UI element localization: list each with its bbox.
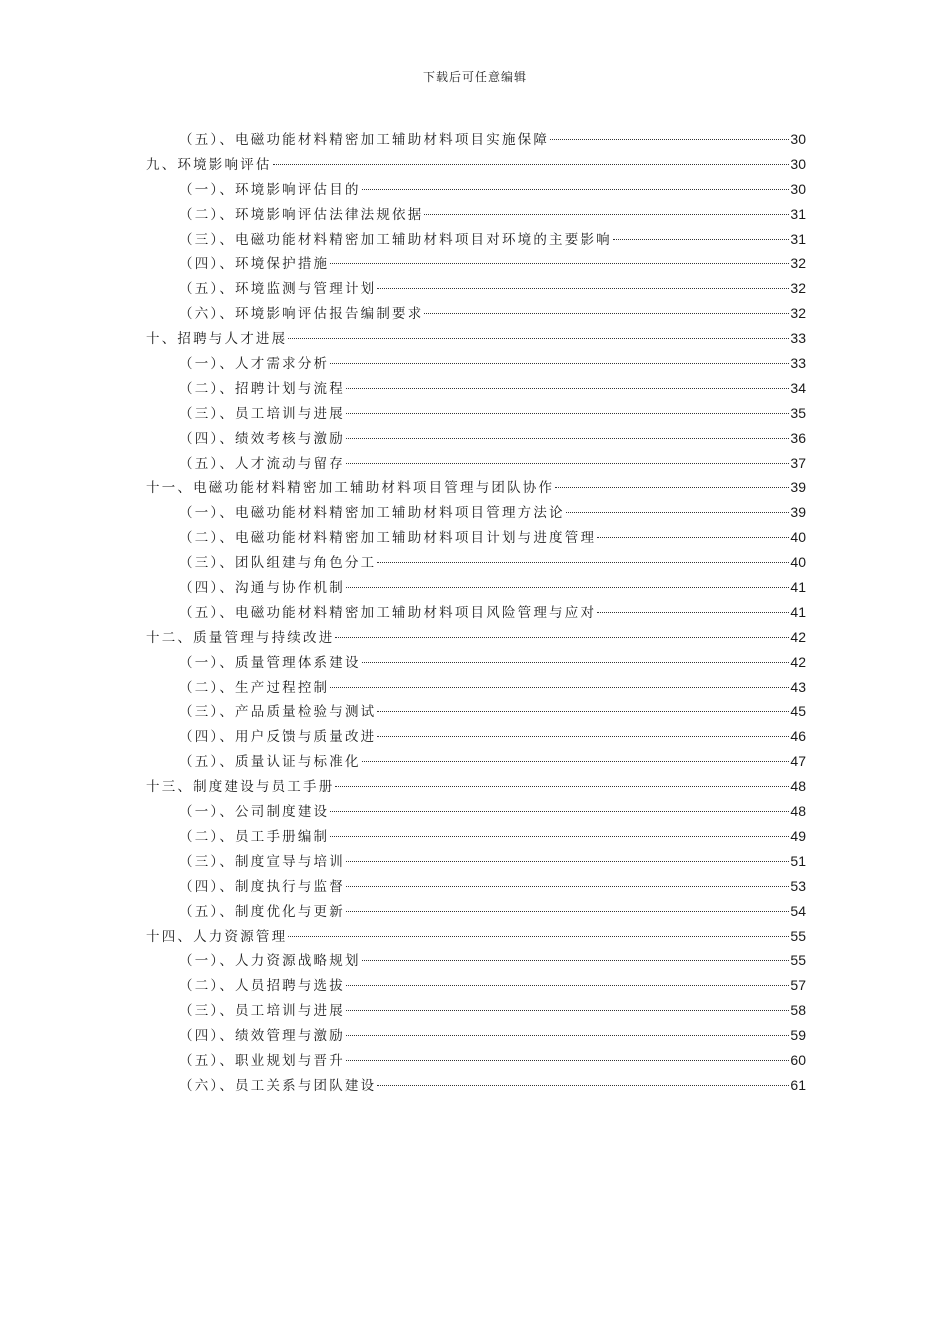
dot-leader xyxy=(335,786,789,787)
toc-entry[interactable] xyxy=(146,699,806,724)
toc-entry[interactable] xyxy=(146,924,806,949)
dot-leader xyxy=(273,164,790,165)
toc-entry-title: （一）、人才需求分析 xyxy=(179,356,330,373)
toc-entry-page-number: 48 xyxy=(790,778,806,795)
toc-entry[interactable] xyxy=(146,177,806,202)
table-of-contents xyxy=(146,127,806,1098)
toc-entry-page-number: 42 xyxy=(790,653,806,670)
toc-entry-title: （二）、生产过程控制 xyxy=(179,679,330,696)
toc-entry[interactable] xyxy=(146,600,806,625)
dot-leader xyxy=(335,637,789,638)
toc-entry[interactable] xyxy=(146,202,806,227)
toc-entry-page-number: 30 xyxy=(790,155,806,172)
toc-entry-page-number: 40 xyxy=(790,529,806,546)
toc-entry[interactable] xyxy=(146,251,806,276)
toc-entry-page-number: 48 xyxy=(790,803,806,820)
toc-entry-page-number: 32 xyxy=(790,280,806,297)
dot-leader xyxy=(346,1060,789,1061)
toc-entry[interactable] xyxy=(146,849,806,874)
dot-leader xyxy=(362,189,790,190)
toc-entry[interactable] xyxy=(146,276,806,301)
toc-entry[interactable] xyxy=(146,550,806,575)
toc-entry-title: （一）、质量管理体系建设 xyxy=(179,654,361,671)
toc-entry-title: （六）、员工关系与团队建设 xyxy=(179,1077,377,1094)
toc-entry-title: （五）、质量认证与标准化 xyxy=(179,754,361,771)
toc-entry-page-number: 55 xyxy=(790,952,806,969)
toc-entry[interactable] xyxy=(146,675,806,700)
toc-entry-title: 九、环境影响评估 xyxy=(146,156,272,173)
toc-entry[interactable] xyxy=(146,127,806,152)
dot-leader xyxy=(566,512,790,513)
toc-entry-page-number: 43 xyxy=(790,678,806,695)
toc-entry-page-number: 34 xyxy=(790,379,806,396)
toc-entry-page-number: 45 xyxy=(790,703,806,720)
toc-entry-page-number: 58 xyxy=(790,1002,806,1019)
toc-entry[interactable] xyxy=(146,799,806,824)
toc-entry-title: （二）、人员招聘与选拔 xyxy=(179,978,345,995)
toc-entry-title: 十三、制度建设与员工手册 xyxy=(146,779,335,796)
toc-entry-page-number: 39 xyxy=(790,504,806,521)
toc-entry-title: （二）、员工手册编制 xyxy=(179,828,330,845)
toc-entry-page-number: 33 xyxy=(790,330,806,347)
toc-entry-page-number: 37 xyxy=(790,454,806,471)
toc-entry[interactable] xyxy=(146,376,806,401)
toc-entry-title: （二）、电磁功能材料精密加工辅助材料项目计划与进度管理 xyxy=(179,530,597,547)
toc-entry[interactable] xyxy=(146,824,806,849)
toc-entry[interactable] xyxy=(146,326,806,351)
toc-entry-title: （一）、环境影响评估目的 xyxy=(179,181,361,198)
toc-entry[interactable] xyxy=(146,227,806,252)
dot-leader xyxy=(597,537,789,538)
toc-entry-page-number: 33 xyxy=(790,355,806,372)
dot-leader xyxy=(330,363,789,364)
toc-entry-page-number: 35 xyxy=(790,404,806,421)
toc-entry[interactable] xyxy=(146,475,806,500)
toc-entry[interactable] xyxy=(146,724,806,749)
dot-leader xyxy=(362,761,790,762)
toc-entry-page-number: 55 xyxy=(790,927,806,944)
dot-leader xyxy=(330,836,789,837)
dot-leader xyxy=(555,487,789,488)
toc-entry-page-number: 32 xyxy=(790,305,806,322)
toc-entry-page-number: 54 xyxy=(790,902,806,919)
toc-entry[interactable] xyxy=(146,749,806,774)
dot-leader xyxy=(346,911,789,912)
dot-leader xyxy=(346,886,789,887)
toc-entry[interactable] xyxy=(146,998,806,1023)
toc-entry-title: （一）、电磁功能材料精密加工辅助材料项目管理方法论 xyxy=(179,505,565,522)
toc-entry-page-number: 31 xyxy=(790,230,806,247)
toc-entry-page-number: 32 xyxy=(790,255,806,272)
dot-leader xyxy=(346,438,789,439)
toc-entry-page-number: 53 xyxy=(790,877,806,894)
toc-entry-page-number: 59 xyxy=(790,1027,806,1044)
toc-entry-title: （三）、员工培训与进展 xyxy=(179,1003,345,1020)
dot-leader xyxy=(346,861,789,862)
dot-leader xyxy=(597,612,789,613)
toc-entry-title: （四）、用户反馈与质量改进 xyxy=(179,729,377,746)
dot-leader xyxy=(346,1035,789,1036)
toc-entry-page-number: 47 xyxy=(790,753,806,770)
toc-entry-title: （五）、人才流动与留存 xyxy=(179,455,345,472)
toc-entry[interactable] xyxy=(146,1023,806,1048)
toc-entry-title: （三）、制度宣导与培训 xyxy=(179,853,345,870)
toc-entry-page-number: 41 xyxy=(790,579,806,596)
dot-leader xyxy=(377,562,789,563)
toc-entry[interactable] xyxy=(146,874,806,899)
toc-entry-page-number: 60 xyxy=(790,1051,806,1068)
dot-leader xyxy=(346,587,789,588)
dot-leader xyxy=(346,413,789,414)
toc-entry-title: （二）、招聘计划与流程 xyxy=(179,380,345,397)
toc-entry-page-number: 40 xyxy=(790,554,806,571)
toc-entry[interactable] xyxy=(146,426,806,451)
toc-entry[interactable] xyxy=(146,625,806,650)
toc-entry[interactable] xyxy=(146,948,806,973)
toc-entry[interactable] xyxy=(146,973,806,998)
toc-entry-title: （三）、团队组建与角色分工 xyxy=(179,555,377,572)
toc-entry-title: （三）、员工培训与进展 xyxy=(179,405,345,422)
dot-leader xyxy=(362,662,790,663)
dot-leader xyxy=(346,1010,789,1011)
dot-leader xyxy=(424,313,789,314)
toc-entry[interactable] xyxy=(146,301,806,326)
toc-entry[interactable] xyxy=(146,401,806,426)
toc-entry-page-number: 51 xyxy=(790,852,806,869)
toc-entry-title: （五）、环境监测与管理计划 xyxy=(179,281,377,298)
toc-entry[interactable] xyxy=(146,774,806,799)
dot-leader xyxy=(377,288,789,289)
toc-entry-title: （四）、绩效管理与激励 xyxy=(179,1028,345,1045)
dot-leader xyxy=(330,687,789,688)
toc-entry-page-number: 57 xyxy=(790,977,806,994)
toc-entry-page-number: 30 xyxy=(790,180,806,197)
toc-entry-title: （一）、公司制度建设 xyxy=(179,804,330,821)
dot-leader xyxy=(550,139,789,140)
toc-entry[interactable] xyxy=(146,152,806,177)
toc-entry-title: （一）、人力资源战略规划 xyxy=(179,953,361,970)
toc-entry-title: （四）、制度执行与监督 xyxy=(179,878,345,895)
toc-entry[interactable] xyxy=(146,351,806,376)
dot-leader xyxy=(346,985,789,986)
toc-entry-page-number: 49 xyxy=(790,827,806,844)
dot-leader xyxy=(346,388,789,389)
dot-leader xyxy=(330,811,789,812)
toc-entry[interactable] xyxy=(146,525,806,550)
toc-entry-title: （四）、环境保护措施 xyxy=(179,256,330,273)
page-header: 下载后可任意编辑 xyxy=(422,70,527,84)
toc-entry[interactable] xyxy=(146,650,806,675)
dot-leader xyxy=(424,214,789,215)
toc-entry-title: （三）、电磁功能材料精密加工辅助材料项目对环境的主要影响 xyxy=(179,231,612,248)
dot-leader xyxy=(377,1085,789,1086)
toc-entry-page-number: 42 xyxy=(790,628,806,645)
toc-entry-title: （三）、产品质量检验与测试 xyxy=(179,704,377,721)
toc-entry-title: （五）、制度优化与更新 xyxy=(179,903,345,920)
toc-entry-title: （五）、职业规划与晋升 xyxy=(179,1052,345,1069)
dot-leader xyxy=(288,936,789,937)
toc-entry[interactable] xyxy=(146,899,806,924)
toc-entry[interactable] xyxy=(146,1048,806,1073)
toc-entry[interactable] xyxy=(146,575,806,600)
toc-entry-page-number: 31 xyxy=(790,205,806,222)
dot-leader xyxy=(288,338,789,339)
toc-entry-page-number: 41 xyxy=(790,603,806,620)
toc-entry-page-number: 30 xyxy=(790,131,806,147)
dot-leader xyxy=(377,711,789,712)
toc-entry-page-number: 39 xyxy=(790,479,806,496)
toc-entry-page-number: 61 xyxy=(790,1076,806,1093)
dot-leader xyxy=(377,736,789,737)
toc-entry-title: （六）、环境影响评估报告编制要求 xyxy=(179,306,424,323)
toc-entry-title: （四）、沟通与协作机制 xyxy=(179,580,345,597)
toc-entry-title: 十二、质量管理与持续改进 xyxy=(146,629,335,646)
toc-entry-page-number: 46 xyxy=(790,728,806,745)
dot-leader xyxy=(613,239,790,240)
toc-entry-title: 十一、电磁功能材料精密加工辅助材料项目管理与团队协作 xyxy=(146,480,555,497)
dot-leader xyxy=(346,463,789,464)
toc-entry-title: 十、招聘与人才进展 xyxy=(146,331,288,348)
toc-entry[interactable] xyxy=(146,1073,806,1098)
toc-entry-title: （二）、环境影响评估法律法规依据 xyxy=(179,206,424,223)
toc-entry-title: （四）、绩效考核与激励 xyxy=(179,430,345,447)
toc-entry-title: 十四、人力资源管理 xyxy=(146,928,288,945)
dot-leader xyxy=(330,263,789,264)
toc-entry-page-number: 36 xyxy=(790,429,806,446)
toc-entry-title: （五）、电磁功能材料精密加工辅助材料项目风险管理与应对 xyxy=(179,604,597,621)
toc-entry[interactable] xyxy=(146,451,806,476)
dot-leader xyxy=(362,960,790,961)
toc-entry-title: （五）、电磁功能材料精密加工辅助材料项目实施保障 xyxy=(179,132,550,148)
toc-entry[interactable] xyxy=(146,500,806,525)
